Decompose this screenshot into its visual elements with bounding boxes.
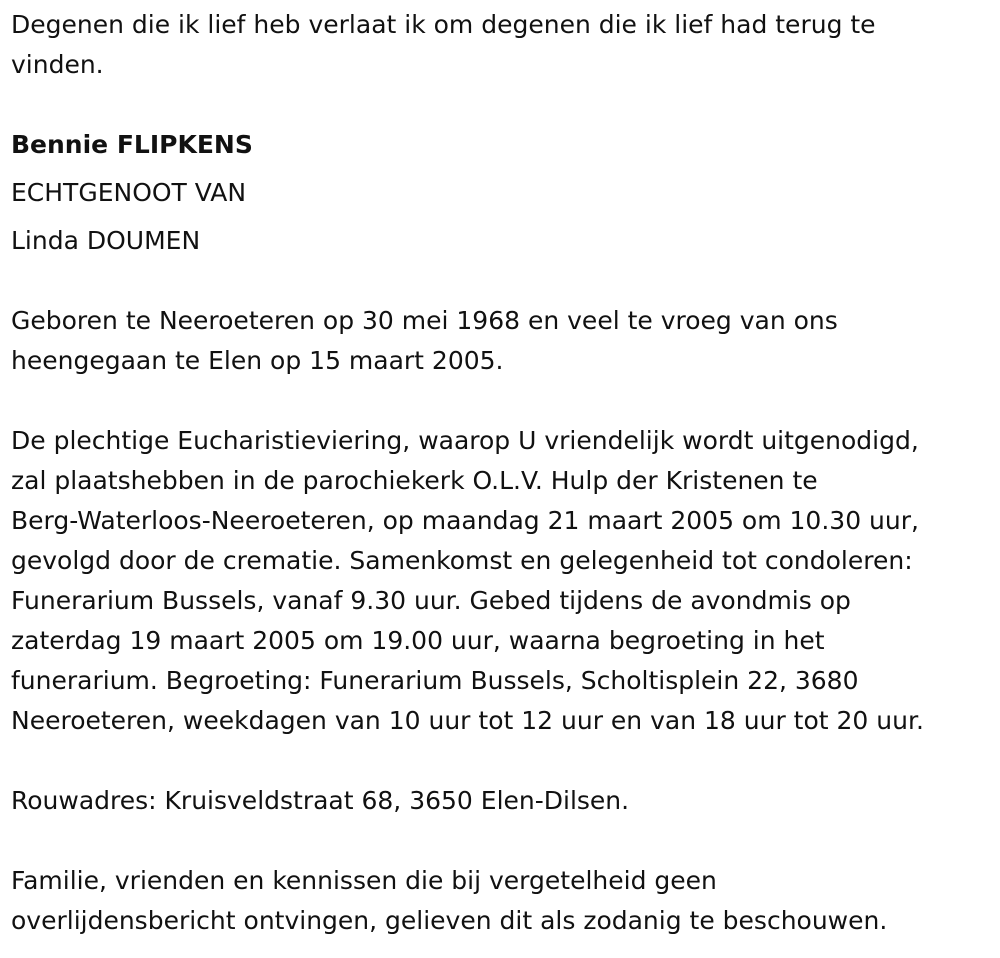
ceremony-line: Berg-Waterloos-Neeroeteren, op maandag 21 maart 2005 om 10.30 uur, bbox=[11, 506, 919, 535]
deceased-name: Bennie FLIPKENS bbox=[11, 130, 253, 159]
ceremony-paragraph bbox=[11, 421, 991, 741]
ceremony-line: zal plaatshebben in de parochiekerk O.L.V. Hulp der Kristenen te bbox=[11, 466, 818, 495]
born-line: heengegaan te Elen op 15 maart 2005. bbox=[11, 346, 504, 375]
quote-line: Degenen die ik lief heb verlaat ik om degenen die ik lief had terug te bbox=[11, 10, 876, 39]
ceremony-line: funerarium. Begroeting: Funerarium Bussels, Scholtisplein 22, 3680 bbox=[11, 666, 859, 695]
ceremony-line: gevolgd door de crematie. Samenkomst en gelegenheid tot condoleren: bbox=[11, 546, 913, 575]
notice-line: overlijdensbericht ontvingen, gelieven dit als zodanig te beschouwen. bbox=[11, 906, 888, 935]
ceremony-line: De plechtige Eucharistieviering, waarop U vriendelijk wordt uitgenodigd, bbox=[11, 426, 919, 455]
notice-line: Familie, vrienden en kennissen die bij vergetelheid geen bbox=[11, 866, 717, 895]
birth-death-paragraph bbox=[11, 301, 991, 381]
notice-paragraph bbox=[11, 861, 991, 941]
ceremony-line: Funerarium Bussels, vanaf 9.30 uur. Gebed tijdens de avondmis op bbox=[11, 586, 851, 615]
quote-line: vinden. bbox=[11, 50, 104, 79]
born-line: Geboren te Neeroeteren op 30 mei 1968 en veel te vroeg van ons bbox=[11, 306, 838, 335]
ceremony-line: Neeroeteren, weekdagen van 10 uur tot 12 uur en van 18 uur tot 20 uur. bbox=[11, 706, 924, 735]
ceremony-line: zaterdag 19 maart 2005 om 19.00 uur, waarna begroeting in het bbox=[11, 626, 825, 655]
obituary-document bbox=[11, 5, 991, 941]
spouse-name: Linda DOUMEN bbox=[11, 226, 201, 255]
quote-paragraph bbox=[11, 5, 991, 85]
relation-label: ECHTGENOOT VAN bbox=[11, 178, 247, 207]
mourning-address: Rouwadres: Kruisveldstraat 68, 3650 Elen-Dilsen. bbox=[11, 786, 630, 815]
